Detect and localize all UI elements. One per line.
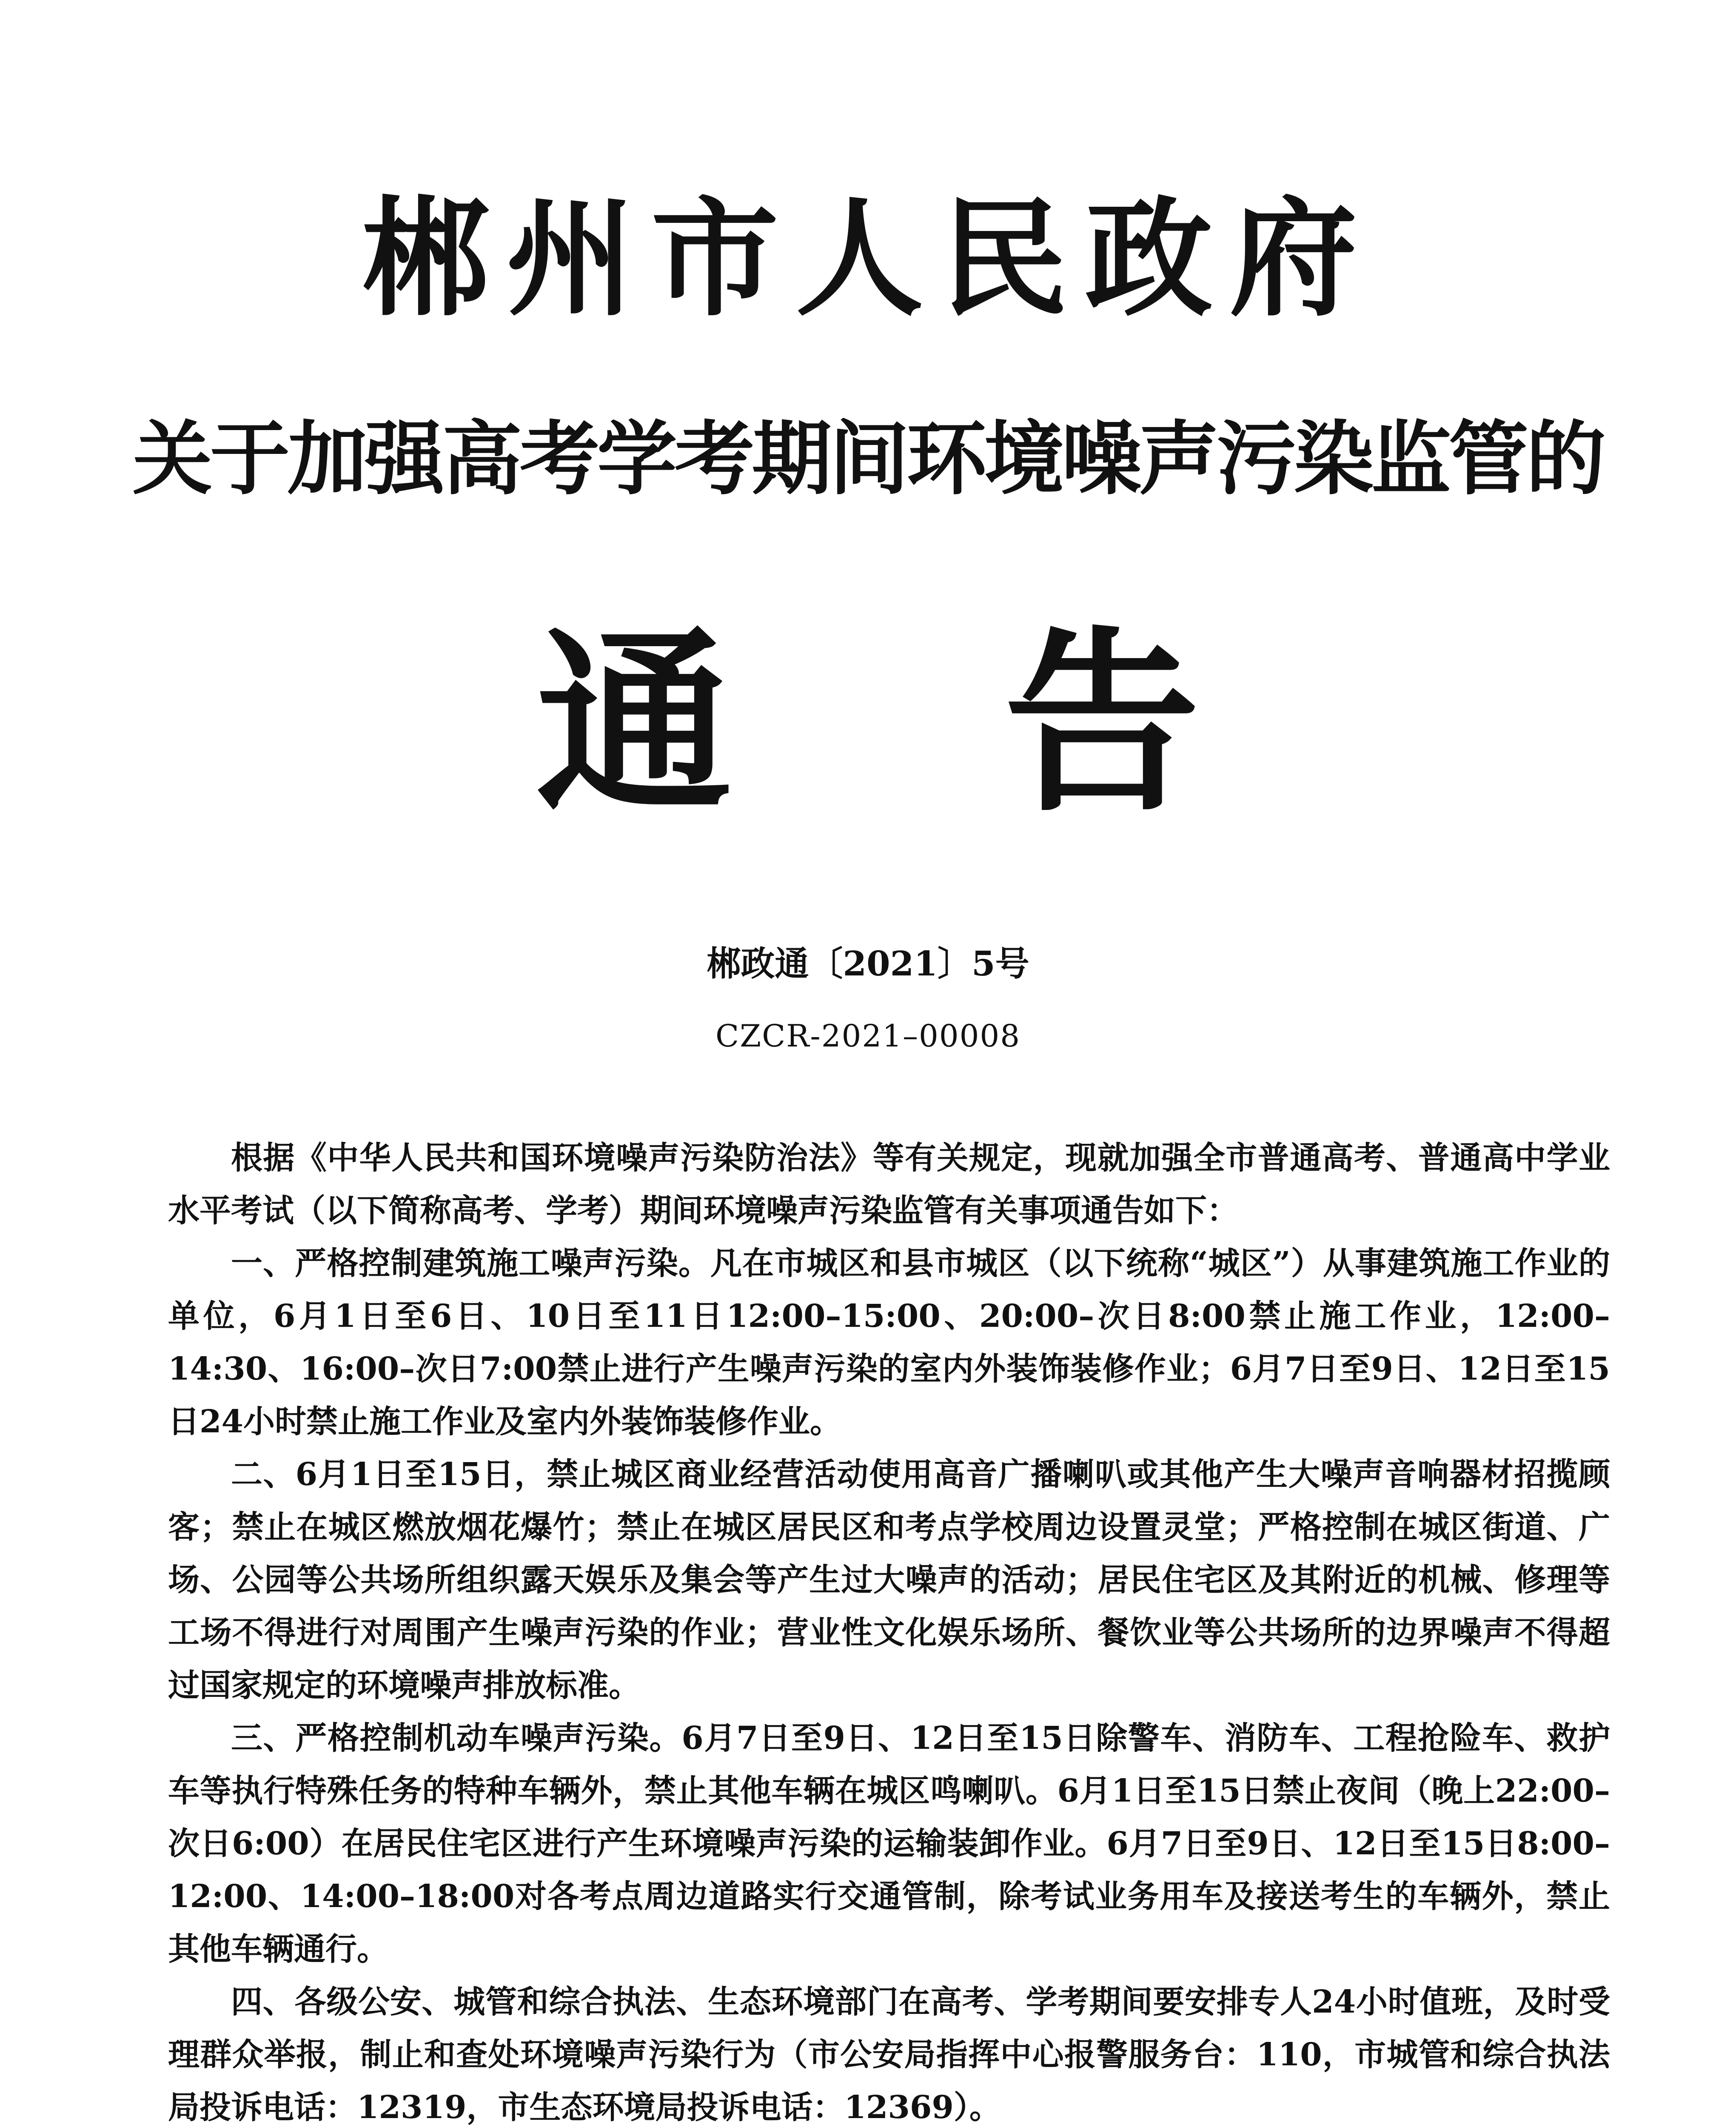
- paragraph-intro: 根据《中华人民共和国环境噪声污染防治法》等有关规定，现就加强全市普通高考、普通高中学业水平考试（以下简称高考、学考）期间环境噪声污染监管有关事项通告如下：: [168, 1140, 1610, 1229]
- paragraph-item-3: 三、严格控制机动车噪声污染。6月7日至9日、12日至15日除警车、消防车、工程抢险车、救护车等执行特殊任务的特种车辆外，禁止其他车辆在城区鸣喇叭。6月1日至15日禁止夜间（晚上22:00–次日6:00）在居民住宅区进行产生环境噪声污染的运输装卸作业。6月7日至9日、12日至15日8:00–12:00、14:00–18:00对各考点周边道路实行交通管制，除考试业务用车及接送考生的车辆外，禁止其他车辆通行。: [168, 1720, 1610, 1967]
- paragraph-item-2: 二、6月1日至15日，禁止城区商业经营活动使用高音广播喇叭或其他产生大噪声音响器材招揽顾客；禁止在城区燃放烟花爆竹；禁止在城区居民区和考点学校周边设置灵堂；严格控制在城区街道、广场、公园等公共场所组织露天娱乐及集会等产生过大噪声的活动；居民住宅区及其附近的机械、修理等工场不得进行对周围产生噪声污染的作业；营业性文化娱乐场所、餐饮业等公共场所的边界噪声不得超过国家规定的环境噪声排放标准。: [168, 1456, 1610, 1704]
- title-subtitle: 关于加强高考学考期间环境噪声污染监管的: [132, 413, 1604, 506]
- title-main: 郴州市人民政府: [362, 185, 1374, 334]
- paragraph-item-1: 一、严格控制建筑施工噪声污染。凡在市城区和县市城区（以下统称“城区”）从事建筑施工作业的单位，6月1日至6日、10日至11日12:00–15:00、20:00–次日8:00禁止施工作业，12:00–14:30、16:00–次日7:00禁止进行产生噪声污染的室内外装饰装修作业；6月7日至9日、12日至15日24小时禁止施工作业及室内外装饰装修作业。: [168, 1245, 1610, 1440]
- notice-body: [168, 1132, 1610, 2127]
- document-code: CZCR-2021–00008: [715, 1018, 1021, 1054]
- paragraph-item-4: 四、各级公安、城管和综合执法、生态环境部门在高考、学考期间要安排专人24小时值班，及时受理群众举报，制止和查处环境噪声污染行为（市公安局指挥中心报警服务台：110，市城管和综合执法局投诉电话：12319，市生态环境局投诉电话：12369）。: [168, 1984, 1610, 2126]
- document-number: 郴政通〔2021〕5号: [707, 944, 1029, 984]
- title-notice: 通告: [536, 608, 1472, 838]
